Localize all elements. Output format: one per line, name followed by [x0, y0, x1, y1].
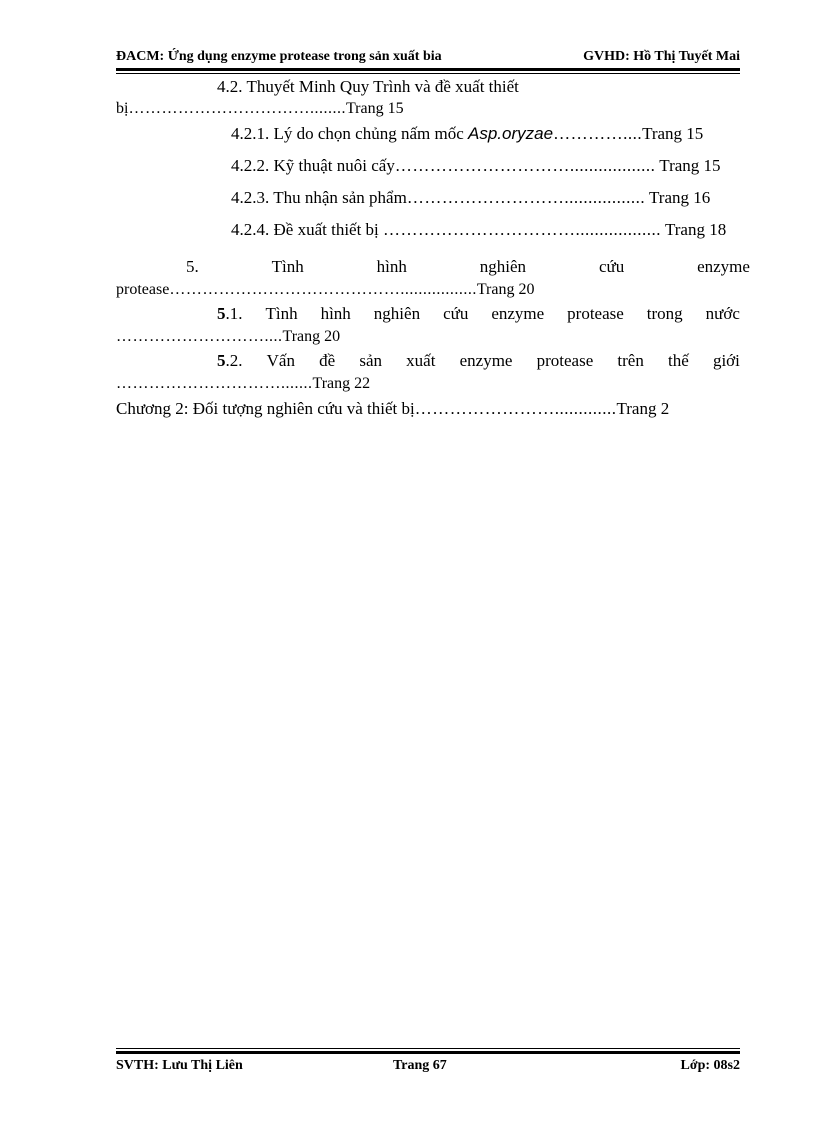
toc-entry-5-continuation: protease…………………………………….................Trang 20	[116, 281, 535, 298]
header-project-title: ĐACM: Ứng dụng enzyme protease trong sản xuất bia	[116, 49, 442, 64]
page-header	[116, 49, 740, 69]
header-advisor: GVHD: Hồ Thị Tuyết Mai	[583, 49, 740, 64]
toc-page-5-2: Trang 22	[312, 375, 371, 392]
footer-rule-thick	[116, 1051, 740, 1054]
toc-entry-5-1-title: 5.1. Tình hình nghiên cứu enzyme protease trong nước	[217, 304, 740, 323]
toc-entry-4-2-continuation: bị……………………………........Trang 15	[116, 100, 404, 117]
footer-student: SVTH: Lưu Thị Liên	[116, 1058, 243, 1073]
toc-entry-4-2-4: 4.2.4. Đề xuất thiết bị …………………………….................. Trang 18	[231, 220, 727, 239]
toc-page-4-2-1: Trang 15	[642, 124, 704, 143]
page-footer	[116, 1058, 740, 1078]
header-rule-thin	[116, 73, 740, 74]
toc-page-5: Trang 20	[476, 281, 535, 298]
toc-entry-5-1-continuation: ………………………....Trang 20	[116, 328, 341, 345]
toc-entry-5-title: 5. Tình hình nghiên cứu enzyme	[186, 257, 750, 276]
toc-entry-4-2-1: 4.2.1. Lý do chọn chủng nấm mốc Asp.oryzae…………....Trang 15	[231, 124, 704, 143]
toc-entry-4-2-title: 4.2. Thuyết Minh Quy Trình và đề xuất thiết	[217, 77, 519, 96]
footer-class: Lớp: 08s2	[680, 1058, 740, 1073]
toc-entry-4-2-3: 4.2.3. Thu nhận sản phẩm………………………................. Trang 16	[231, 188, 711, 207]
toc-entry-4-2-2: 4.2.2. Kỹ thuật nuôi cấy………………………….................. Trang 15	[231, 156, 721, 175]
toc-entry-5-2-title: 5.2. Vấn đề sản xuất enzyme protease trên thế giới	[217, 351, 740, 370]
toc-page-5-1: Trang 20	[282, 328, 341, 345]
toc-page-4-2-4: Trang 18	[664, 220, 727, 239]
toc-page-4-2-2: Trang 15	[659, 156, 721, 175]
toc-page-4-2-3: Trang 16	[649, 188, 711, 207]
toc-entry-5-2-continuation: ………………………….......Trang 22	[116, 375, 371, 392]
toc-page-4-2: Trang 15	[345, 100, 404, 117]
species-name: Asp.oryzae	[468, 124, 554, 143]
toc-page-chapter-2: Trang 2	[616, 399, 670, 418]
header-rule-thick	[116, 68, 740, 71]
toc-entry-chapter-2: Chương 2: Đối tượng nghiên cứu và thiết bị…………………….............Trang 2	[116, 399, 670, 418]
footer-page-number: Trang 67	[393, 1058, 447, 1073]
footer-rule-thin	[116, 1048, 740, 1049]
